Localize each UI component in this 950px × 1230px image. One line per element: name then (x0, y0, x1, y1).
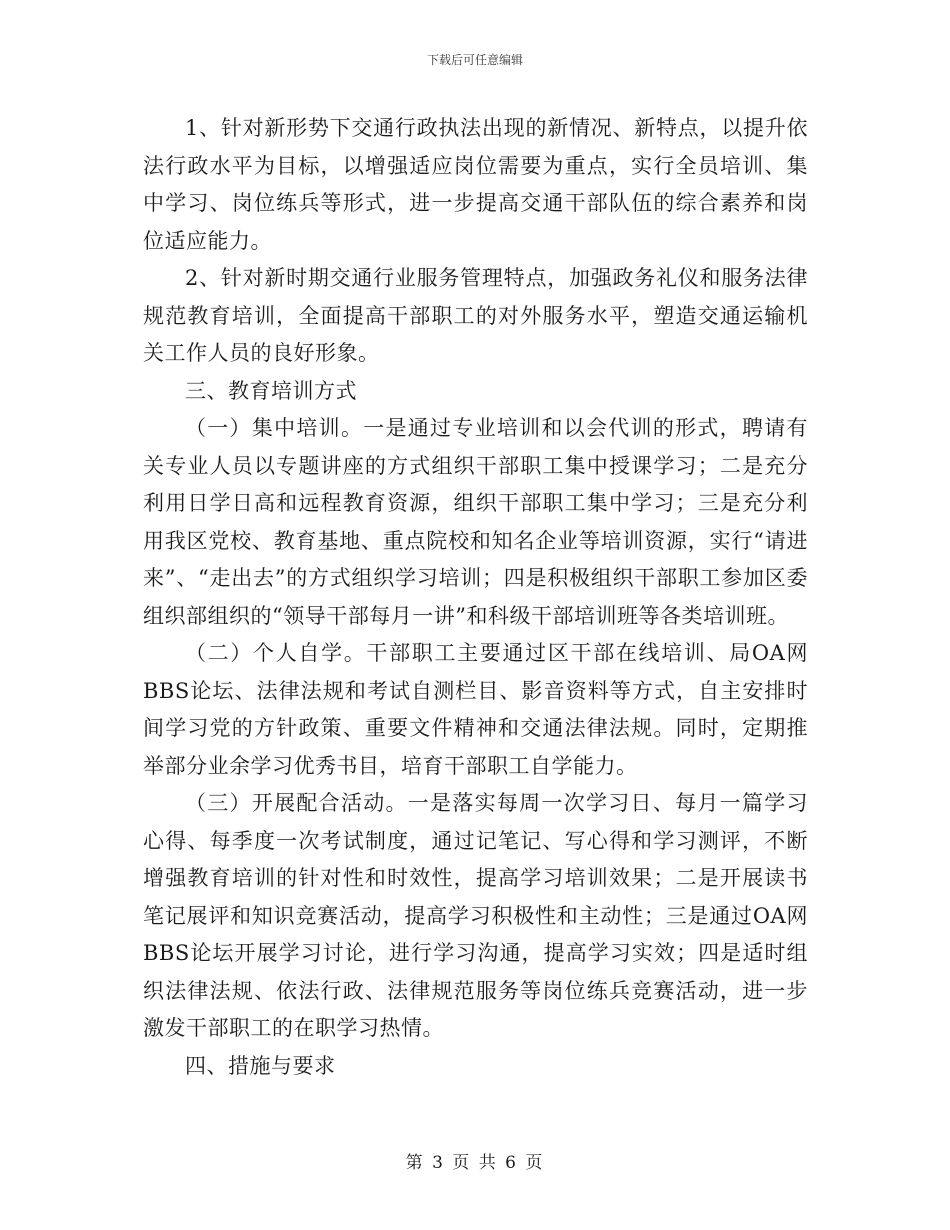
paragraph-item-1: 1、针对新形势下交通行政执法出现的新情况、新特点，以提升依法行政水平为目标，以增强适应岗位需要为重点，实行全员培训、集中学习、岗位练兵等形式，进一步提高交通干部队伍的综合素养和岗位适应能力。 (143, 116, 808, 253)
page-header: 下载后可任意编辑 (426, 53, 523, 67)
section-heading-4: 四、措施与要求 (185, 1053, 336, 1078)
paragraph-supporting-activities: （三）开展配合活动。一是落实每周一次学习日、每月一篇学习心得、每季度一次考试制度，通过记笔记、写心得和学习测评，不断增强教育培训的针对性和时效性，提高学习培训效果；二是开展读书笔记展评和知识竞赛活动，提高学习积极性和主动性；三是通过OA网BBS论坛开展学习讨论，进行学习沟通，提高学习实效；四是适时组织法律法规、依法行政、法律规范服务等岗位练兵竞赛活动，进一步激发干部职工的在职学习热情。 (143, 791, 808, 1040)
section-heading-3: 三、教育培训方式 (185, 378, 357, 403)
document-body (143, 110, 808, 1085)
page-number-footer: 第 3 页 共 6 页 (405, 1153, 545, 1173)
paragraph-item-2: 2、针对新时期交通行业服务管理特点，加强政务礼仪和服务法律规范教育培训，全面提高干部职工的对外服务水平，塑造交通运输机关工作人员的良好形象。 (143, 266, 808, 365)
paragraph-centralized-training: （一）集中培训。一是通过专业培训和以会代训的形式，聘请有关专业人员以专题讲座的方式组织干部职工集中授课学习；二是充分利用日学日高和远程教育资源，组织干部职工集中学习；三是充分利用我区党校、教育基地、重点院校和知名企业等培训资源，实行“请进来”、“走出去”的方式组织学习培训；四是积极组织干部职工参加区委组织部组织的“领导干部每月一讲”和科级干部培训班等各类培训班。 (143, 416, 808, 628)
paragraph-self-study: （二）个人自学。干部职工主要通过区干部在线培训、局OA网BBS论坛、法律法规和考试自测栏目、影音资料等方式，自主安排时间学习党的方针政策、重要文件精神和交通法律法规。同时，定期推举部分业余学习优秀书目，培育干部职工自学能力。 (143, 641, 808, 778)
